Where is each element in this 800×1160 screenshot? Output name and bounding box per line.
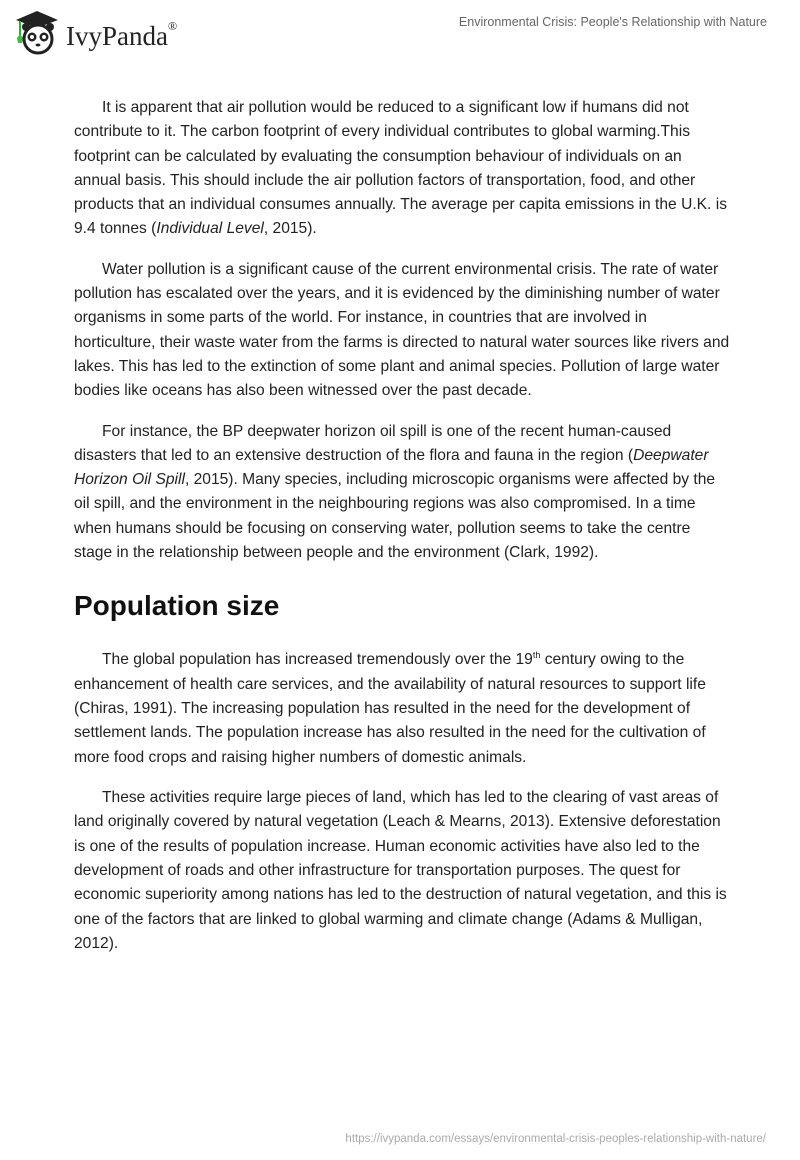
document-title: Environmental Crisis: People's Relationship with Nature bbox=[458, 15, 767, 29]
text: The global population has increased tremendously over the 19 bbox=[102, 651, 533, 669]
registered-mark: ® bbox=[167, 18, 178, 33]
paragraph bbox=[74, 643, 730, 770]
brand-name bbox=[66, 18, 178, 52]
source-url[interactable]: https://ivypanda.com/essays/environmental-crisis-peoples-relationship-with-nature/ bbox=[345, 1133, 766, 1145]
text: It is apparent that air pollution would be reduced to a significant low if humans did not contribute to it. The carbon footprint of every individual contributes to global warming.This footprint can be calculated by evaluating the consumption behaviour of individuals on an annual basis. This should include the air pollution factors of transportation, food, and other products that an individual consumes annually. The average per capita emissions in the U.K. is 9.4 tonnes ( bbox=[74, 99, 727, 238]
section-heading: Population size bbox=[74, 590, 280, 622]
essay-content bbox=[74, 96, 730, 972]
text: , 2015). Many species, including microscopic organisms were affected by the oil spill, and the environment in the neighbouring regions was also compromised. In a time when humans should be focusing on conserving water, pollution seems to take the centre stage in the relationship between people and the environment (Clark, 1992). bbox=[74, 471, 716, 562]
citation-italic: Individual Level bbox=[156, 220, 264, 238]
paragraph bbox=[74, 258, 730, 404]
paragraph bbox=[74, 786, 730, 956]
text: , 2015). bbox=[263, 220, 317, 238]
text: Water pollution is a significant cause of the current environmental crisis. The rate of water pollution has escalated over the years, and it is evidenced by the diminishing number of water organisms in some parts of the world. For instance, in countries that are involved in horticulture, their waste water from the farms is directed to natural water sources like rivers and lakes. This has led to the extinction of some plant and animal species. Pollution of large water bodies like oceans has also been witnessed over the past decade. bbox=[74, 260, 730, 400]
brand-label: IvyPanda bbox=[66, 20, 168, 51]
panda-graduate-icon bbox=[12, 8, 62, 56]
logo[interactable] bbox=[12, 8, 177, 56]
text: For instance, the BP deepwater horizon oil spill is one of the recent human-caused disasters that led to an extensive destruction of the flora and fauna in the region ( bbox=[74, 422, 672, 464]
text: century owing to the enhancement of health care services, and the availability of natural resources to support life (Chiras, 1991). The increasing population has resulted in the need for the development of settlement lands. The population increase has also resulted in the need for the cultivation of more food crops and raising higher numbers of domestic animals. bbox=[74, 651, 706, 766]
citation-italic: Deepwater Horizon Oil Spill bbox=[74, 446, 709, 489]
paragraph bbox=[74, 420, 730, 566]
text: These activities require large pieces of land, which has led to the clearing of vast areas of land originally covered by natural vegetation (Leach & Mearns, 2013). Extensive deforestation is one of the results of population increase. Human economic activities have also led to the development of roads and other infrastructure for transportation purposes. The quest for economic superiority among nations has led to the destruction of natural vegetation, and this is one of the factors that are linked to global warming and climate change (Adams & Mulligan, 2012). bbox=[74, 789, 727, 952]
superscript: th bbox=[532, 650, 541, 661]
paragraph bbox=[74, 96, 730, 242]
